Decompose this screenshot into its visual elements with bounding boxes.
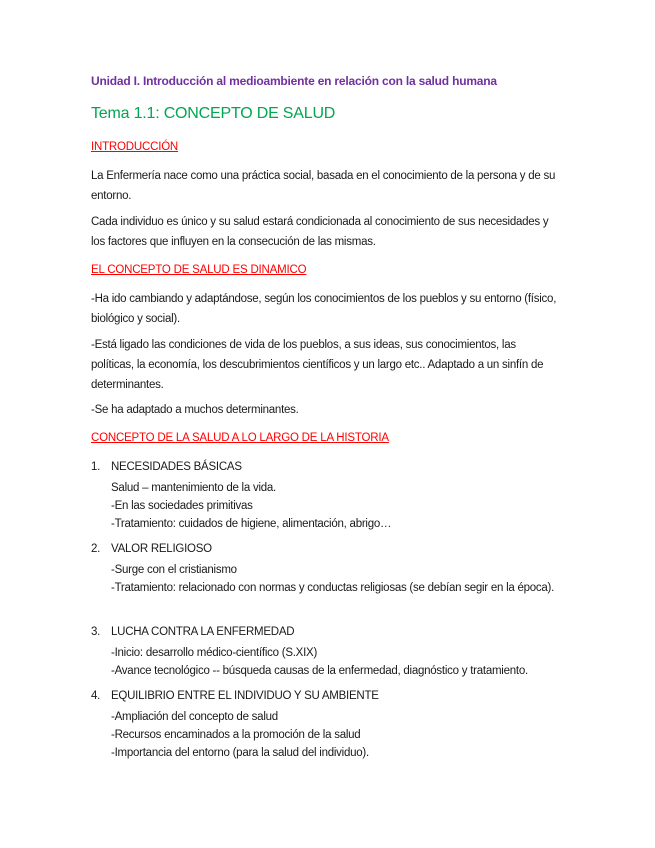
list-item-line: -En las sociedades primitivas (111, 500, 253, 512)
dinamico-heading: EL CONCEPTO DE SALUD ES DINAMICO (91, 264, 307, 276)
intro-paragraph-2: Cada individuo es único y su salud estará condicionada al conocimiento de sus necesidades y los factores que influyen en la consecución de las mismas. (91, 216, 549, 248)
unit-title: Unidad I. Introducción al medioambiente en relación con la salud humana (91, 74, 497, 88)
list-number: 3. (91, 626, 101, 638)
list-item-title: EQUILIBRIO ENTRE EL INDIVIDUO Y SU AMBIENTE (111, 690, 379, 702)
list-item-line: Salud – mantenimiento de la vida. (111, 482, 276, 494)
list-item-line: -Avance tecnológico -- búsqueda causas de la enfermedad, diagnóstico y tratamiento. (111, 665, 528, 677)
list-item-line: -Recursos encaminados a la promoción de la salud (111, 729, 361, 741)
tema-title: Tema 1.1: CONCEPTO DE SALUD (91, 105, 336, 122)
historia-heading: CONCEPTO DE LA SALUD A LO LARGO DE LA HISTORIA (91, 432, 389, 444)
list-item-line: -Tratamiento: cuidados de higiene, alimentación, abrigo… (111, 518, 392, 530)
dinamico-paragraph-1: -Ha ido cambiando y adaptándose, según los conocimientos de los pueblos y su entorno (físico, biológico y social). (91, 293, 557, 325)
intro-paragraph-1: La Enfermería nace como una práctica social, basada en el conocimiento de la persona y de su entorno. (91, 170, 556, 202)
list-number: 2. (91, 543, 101, 555)
list-item-line: -Importancia del entorno (para la salud del individuo). (111, 747, 369, 759)
list-number: 1. (91, 461, 101, 473)
list-item-title: VALOR RELIGIOSO (111, 543, 212, 555)
list-item-line: -Inicio: desarrollo médico-científico (S.XIX) (111, 647, 318, 659)
list-item-line: -Tratamiento: relacionado con normas y conductas religiosas (se debían segir en la época). (111, 582, 555, 594)
list-item-title: LUCHA CONTRA LA ENFERMEDAD (111, 626, 295, 638)
list-item-line: -Surge con el cristianismo (111, 564, 237, 576)
list-item-title: NECESIDADES BÁSICAS (111, 461, 242, 473)
intro-heading: INTRODUCCIÓN (91, 141, 179, 153)
dinamico-paragraph-2: -Está ligado las condiciones de vida de los pueblos, a sus ideas, sus conocimientos, las políticas, la economía, los descubrimientos científicos y un largo etc.. Adaptado a un sinfín de determinantes. (91, 339, 544, 391)
list-number: 4. (91, 690, 101, 702)
dinamico-paragraph-3: -Se ha adaptado a muchos determinantes. (91, 404, 299, 416)
list-item-line: -Ampliación del concepto de salud (111, 711, 278, 723)
